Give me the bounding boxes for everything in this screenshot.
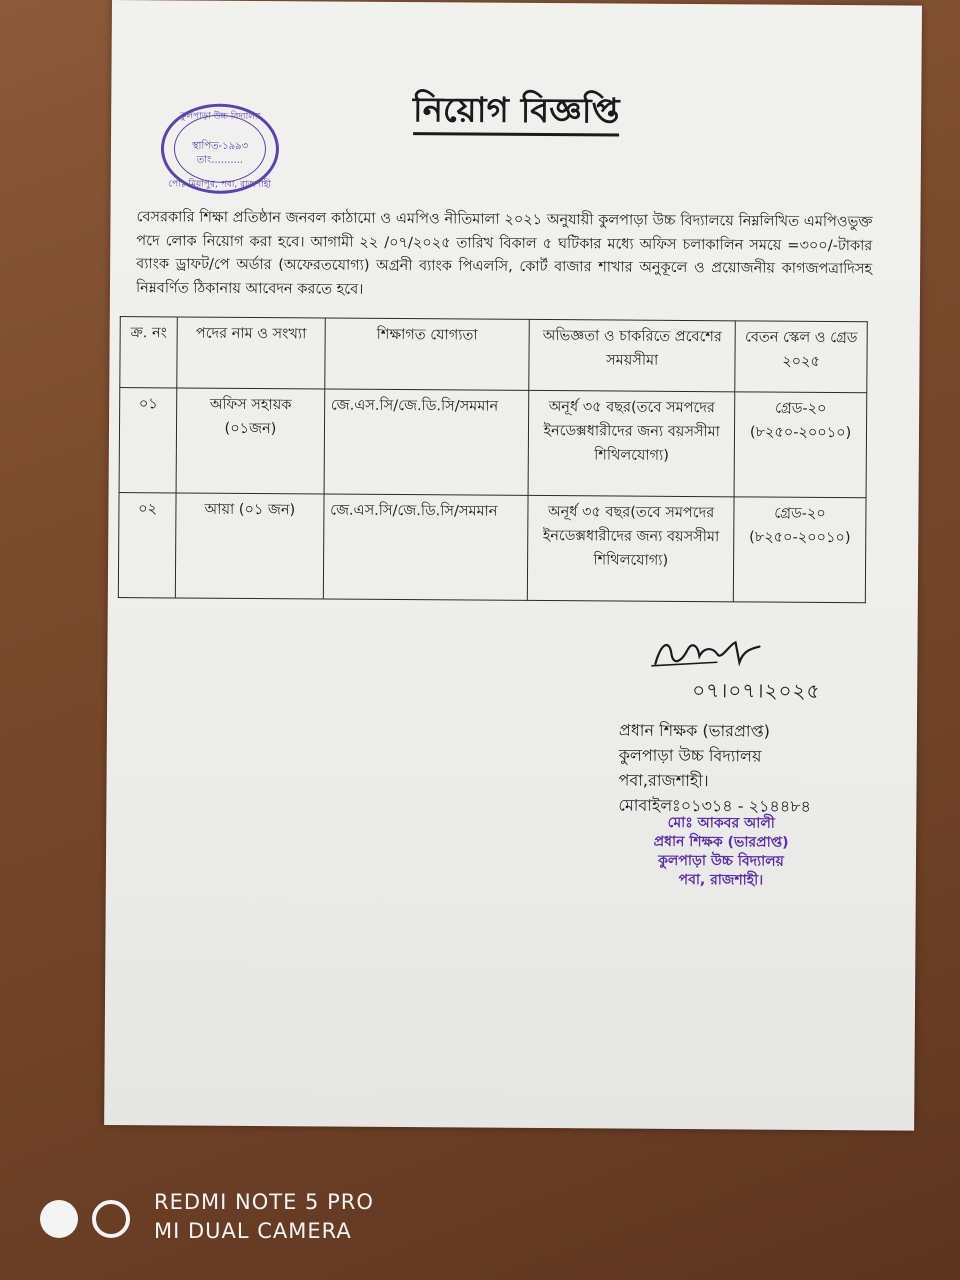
header-post: পদের নাম ও সংখ্যা xyxy=(177,317,325,389)
table-row xyxy=(118,493,866,603)
signature-date: ০৭।০৭।২০২৫ xyxy=(692,678,821,703)
stamp-name: মোঃ আকবর আলী xyxy=(667,814,775,832)
signatory-designation: প্রধান শিক্ষক (ভারপ্রাপ্ত) xyxy=(618,720,771,741)
signatory-school: কুলপাড়া উচ্চ বিদ্যালয় xyxy=(618,745,762,766)
notice-paper xyxy=(104,0,922,1131)
header-pay-scale: বেতন স্কেল ও গ্রেড ২০২৫ xyxy=(735,321,867,393)
watermark-ring-circle-icon xyxy=(92,1200,130,1238)
watermark-model: REDMI NOTE 5 PRO xyxy=(154,1190,374,1214)
notice-intro: বেসরকারি শিক্ষা প্রতিষ্ঠান জনবল কাঠামো ও এমপিও নীতিমালা ২০২১ অনুযায়ী কুলপাড়া উচ্চ বিদ্যালয়ে নিম্নলিখিত এমপিওভুক্ত পদে লোক নিয়োগ করা হবে। আগামী ২২ /০৭/২০২৫ তারিখ বিকাল ৫ ঘটিকার মধ্যে অফিস চলাকালিন সময়ে =৩০০/-টাকার ব্যাংক ড্রাফট/পে অর্ডার (অফেরতযোগ্য) অগ্রনী ব্যাংক পিএলসি, কোর্ট বাজার শাখার অনুকূলে ও প্রয়োজনীয় কাগজপত্রাদিসহ নিম্নবর্ণিত ঠিকানায় আবেদন করতে হবে। xyxy=(135,209,873,298)
watermark-text xyxy=(154,1188,374,1246)
headmaster-stamp xyxy=(621,814,822,891)
stamp-designation: প্রধান শিক্ষক (ভারপ্রাপ্ত) xyxy=(653,833,789,851)
notice-title-text: নিয়োগ বিজ্ঞপ্তি xyxy=(413,90,620,136)
row2-experience: অনূর্ধ ৩৫ বছর(তবে সমপদের ইনডেক্সধারীদের জন্য বয়সসীমা শিথিলযোগ্য) xyxy=(528,495,735,601)
row1-pay-scale: গ্রেড-২০ (৮২৫০-২০০১০) xyxy=(734,392,867,498)
row2-pay-scale: গ্রেড-২০ (৮২৫০-২০০১০) xyxy=(733,497,866,603)
watermark-filled-circle-icon xyxy=(40,1200,78,1238)
row2-sl: ০২ xyxy=(118,493,176,598)
seal-bottom-text: পোঃ মিয়াপুর, পবা, রাজশাহী xyxy=(168,179,272,191)
signatory-block xyxy=(618,718,811,819)
notice-title xyxy=(111,82,921,145)
posts-table xyxy=(118,316,868,603)
row1-post: অফিস সহায়ক (০১জন) xyxy=(176,388,324,494)
watermark-camera: MI DUAL CAMERA xyxy=(154,1219,352,1243)
table-row xyxy=(119,388,867,498)
row1-education: জে.এস.সি/জে.ডি.সি/সমমান xyxy=(324,389,529,495)
row1-sl: ০১ xyxy=(119,388,177,493)
stamp-school: কুলপাড়া উচ্চ বিদ্যালয় xyxy=(658,852,784,870)
header-experience: অভিজ্ঞতা ও চাকরিতে প্রবেশের সময়সীমা xyxy=(529,319,735,391)
row2-education: জে.এস.সি/জে.ডি.সি/সমমান xyxy=(323,494,528,600)
header-education: শিক্ষাগত যোগ্যতা xyxy=(324,318,529,390)
signatory-address: পবা,রাজশাহী। xyxy=(618,770,709,791)
seal-date: তাং.......... xyxy=(196,154,244,166)
table-header-row xyxy=(120,317,867,393)
seal-established: স্থাপিত-১৯৯৩ xyxy=(191,140,249,152)
row1-experience: অনূর্ধ ৩৫ বছর(তবে সমপদের ইনডেক্সধারীদের জন্য বয়সসীমা শিথিলযোগ্য) xyxy=(528,390,735,496)
row2-post: আয়া (০১ জন) xyxy=(176,493,324,599)
stamp-address: পবা, রাজশাহী। xyxy=(678,871,764,889)
seal-top-text: কুলপাড়া উচ্চ বিদ্যালয় xyxy=(180,111,261,123)
signatory-mobile: মোবাইলঃ০১৩১৪ - ২১৪৪৮৪ xyxy=(618,795,812,816)
handwritten-signature xyxy=(647,632,767,673)
header-sl: ক্র. নং xyxy=(120,317,178,388)
